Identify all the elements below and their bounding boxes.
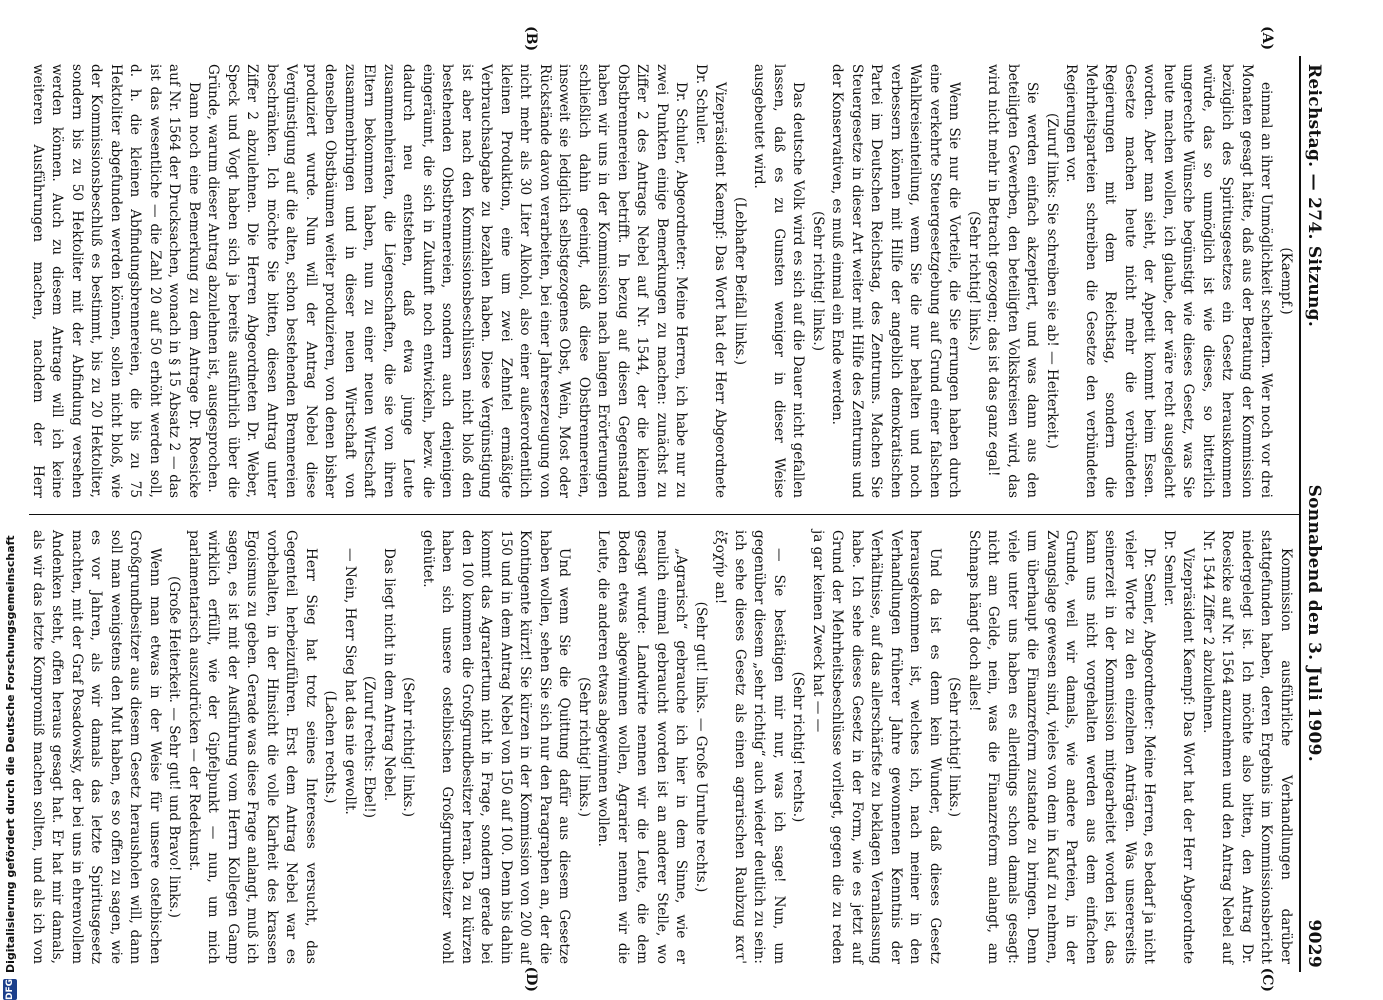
digitization-notice-text: Digitalisierung gefördert durch die Deutsche Forschungsgemeinschaft — [3, 535, 17, 973]
paragraph: — Nein, Herr Sieg hat das nie gewollt. — [342, 548, 358, 815]
text-columns — [29, 26, 1299, 992]
remark-line: (Lachen rechts.) — [322, 690, 339, 804]
paragraph: Vizepräsident Kaempf: Das Wort hat der Herr Abgeordnete Dr. Schuler. — [693, 64, 729, 498]
header-page-number: 9029 — [1304, 919, 1324, 968]
paragraph: — Sie bestätigen mir nur, was ich sage! Nun, um gegenüber diesem „sehr richtig“ auch wieder deutlich zu sein: ich sehe dieses Gesetz als einen agrarischen Raubzug κατ' ἐξοχήν an! — [712, 530, 787, 964]
remark-line: (Sehr richtig! links.) — [966, 210, 982, 352]
remark-line: (Kaempf.) — [1278, 247, 1294, 315]
paragraph: „Agrarisch“ gebrauche ich hier in dem Sinne, wie er neulich einmal gebraucht worden ist an anderer Stelle, wo gesagt wurde: Landwirte nennen wir die Leute, die dem Boden etwas abgewinnen wollen, Agrarier nennen wir die Leute, die anderen etwas abgewinnen wollen. — [595, 530, 690, 964]
paragraph: Dr. Semler, Abgeordneter: Meine Herren, es bedarf ja nicht vieler Worte zu den einzelnen Anträgen. Was unsererseits seinerzeit in der Kommission mitgearbeitet worden ist, das kann uns nicht vorgehalten werden aus dem einfachen Grunde, weil wir damals, wie andere Parteien, in der Zwangslage gewesen sind, vieles von dem in Kauf zu nehmen, um überhaupt die Finanzreform zustande zu bringen. Denn viele unter uns haben es allerdings schon damals gesagt: nicht am Gelde, nein, was die Finanzreform anlangt, am Schnaps hängt doch alles! — [966, 530, 1158, 964]
paragraph: Das liegt nicht in dem Antrag Nebel. — [381, 548, 397, 802]
remark-line: (Sehr richtig! links.) — [400, 676, 417, 818]
remark-line: (Sehr richtig! links.) — [576, 676, 592, 818]
remark-line: (Große Heiterkeit. — Sehr gut! und Bravo! links.) — [166, 576, 183, 918]
paragraph: Sie werden einfach akzeptiert, und was dann aus den beteiligten Gewerben, den beteiligten Volkskreisen wird, das wird nicht mehr in Betracht gezogen; das ist das ganz egal! — [985, 64, 1041, 498]
remark-line: (Sehr gut! links. — Große Unruhe rechts.) — [693, 601, 709, 893]
header-left: Reichstag. — 274. Sitzung. — [1304, 64, 1324, 328]
remark-line: (Lebhafter Beifall links.) — [732, 196, 748, 366]
remark-line: (Sehr richtig! rechts.) — [790, 671, 807, 823]
margin-marker-a: (A) — [1259, 26, 1275, 51]
left-column — [29, 56, 1299, 514]
margin-marker-c: (C) — [1259, 967, 1275, 992]
paragraph: einmal an ihrer Unmöglichkeit scheitern. Wer noch vor drei Monaten gesagt hätte, daß aus der Beratung der Kommission bezüglich des Spiritusgesetzes ein Gesetz herauskommen würde, das so unmöglich ist wie dieses, so bitterlich ungerechte Wünsche begünstigt wie dieses Gesetz, was Sie heute machen wollen, ich glaube, der wäre recht ausgelacht worden. Aber man sieht, der Appetit kommt beim Essen. Gesetze machen heute nicht mehr die verbündeten Regierungen mit dem Reichstag, sondern die Mehrheitsparteien schreiben die Gesetze den verbündeten Regierungen vor. — [1063, 64, 1275, 498]
remark-line: (Sehr richtig! links.) — [946, 676, 963, 818]
paragraph: Herr Sieg hat trotz seines Interesses versucht, das Gegenteil herbeizuführen. Erst dem Antrag Nebel war es vorbehalten, in der Hinsicht die volle Klarheit des krassen Egoismus zu geben. Gerade was diese Frage anlangt, muß ich sagen, es ist mit der Ausführung vom Herrn Kollegen Gamp wirklich erfüllt, wie der Gipfelpunkt — nun, um mich parlamentarisch auszudrücken — der Redekunst. — [186, 530, 319, 964]
paragraph: Dann noch eine Bemerkung zu dem Antrage Dr. Roesicke auf Nr. 1564 der Drucksachen, wonach in § 15 Absatz 2 — das ist das wesentliche — die Zahl 20 auf 50 erhöht werden soll, d. h. die kleinen Abfindungsbrennereien, die bis zu 75 Hektoliter abgefunden werden können, sollen nicht bloß, wie der Kommissionsbeschluß es bestimmt, bis zu 20 Hektoliter, sondern bis zu 50 Hektoliter mit der Abfindung versehen werden können. Auch zu diesem Antrage will ich keine weiteren Ausführungen machen, nachdem der Herr — [30, 64, 202, 498]
margin-marker-d: (D) — [523, 966, 539, 992]
newspaper-page — [20, 0, 1330, 990]
right-column — [29, 514, 1299, 972]
paragraph: Und wenn Sie die Quittung dafür aus diesem Gesetze haben wollen, sehen Sie sich nur den Paragraphen an, der die Kontingente kürzt! Sie kürzen in der Kommission von 200 auf 150 und in dem Antrag Nebel von 150 auf 100. Denn bis dahin kommt das Agrariertum nicht in Frage, sondern gerade bei den 100 kommen die Großgrundbesitzer heran. Da zu kürzen haben sich unsere ostelbischen Großgrundbesitzer wohl gehütet. — [420, 530, 573, 964]
dfg-logo: DFG — [5, 978, 15, 1000]
page-header — [1299, 56, 1324, 972]
paragraph: Dr. Schuler, Abgeordneter: Meine Herren, ich habe nur zu zwei Punkten einige Bemerkungen zu machen: zunächst zu Ziffer 2 des Antrags Nebel auf Nr. 1544, der die kleinen Obstbrennereien betrifft. In bezug auf diesen Gegenstand haben wir uns in der Kommission nach langen Erörterungen schließlich dahin geeinigt, daß diese Obstbrennereien, insoweit sie lediglich selbstgezogenes Obst, Wein, Most oder Rückstände davon verarbeiten, bei einer Jahreserzeugung von nicht mehr als 30 Liter Alkohol, also einer außerordentlich kleinen Produktion, eine um zwei Zehntel ermäßigte Verbrauchsabgabe zu bezahlen haben. Diese Vergünstigung ist aber nach den Kommissionsbeschlüssen nicht bloß den bestehenden Obstbrennereien, sondern auch denjenigen eingeräumt, die sich in Zukunft noch entwickeln, bezw. die dadurch neu entstehen, daß etwa junge Leute zusammenheiraten, die Liegenschaften, die sie von ihren Eltern bekommen haben, nun zu einer neuen Wirtschaft zusammenbringen und in dieser neuen Wirtschaft von denselben Obstbäumen weiter produzieren, von denen bisher produziert wurde. Nun will der Antrag Nebel diese Vergünstigung auf die alten, schon bestehenden Brennereien beschränken. Ich möchte Sie bitten, diesen Antrag unter Ziffer 2 abzulehnen. Die Herren Abgeordneten Dr. Weber, Speck und Vogt haben sich ja bereits ausführlich über die Gründe, warum dieser Antrag abzulehnen ist, ausgesprochen. — [205, 64, 690, 498]
paragraph: Vizepräsident Kaempf: Das Wort hat der Herr Abgeordnete Dr. Semler. — [1161, 530, 1197, 964]
digitization-notice — [0, 535, 20, 1000]
paragraph: Wenn Sie nur die Vorteile, die Sie errungen haben durch eine verkehrte Steuergesetzgebung auf Grund einer falschen Wahlkreiseinteilung, wenn Sie die nur behalten und noch verbessern können mit Hilfe der angeblich demokratischen Partei im Deutschen Reichstag, des Zentrums. Machen Sie Steuergesetze in dieser Art weiter mit Hilfe des Zentrums und der Konservativen, es muß einmal ein Ende werden. — [829, 64, 963, 498]
paragraph: Kommission ausführliche Verhandlungen darüber stattgefunden haben, deren Ergebnis im Kommissionsbericht niedergelegt ist. Ich möchte also bitten, den Antrag Dr. Roesicke auf Nr. 1564 anzunehmen und den Antrag Nebel auf Nr. 1544 Ziffer 2 abzulehnen. — [1200, 530, 1294, 964]
remark-line: (Zuruf rechts: Ebel!) — [361, 675, 378, 819]
remark-line: (Zuruf links: Sie schreiben sie ab! — Heiterkeit.) — [1044, 113, 1060, 449]
paragraph: Wenn man etwas in der Weise für unsere ostelbischen Großgrundbesitzer aus diesem Gesetz herausholen will, dann soll man wenigstens den Mut haben, es so offen zu sagen, wie es vor Jahren, als wir damals das letzte Spiritusgesetz machten, mit der Graf Posadowsky, der bei uns in ehrenvollem Andenken steht, offen heraus gesagt hat. Er hat mir damals, als wir das letzte Kompromiß machen sollten, und als ich von — [30, 530, 163, 964]
remark-line: (Sehr richtig! links.) — [810, 210, 826, 352]
margin-marker-b: (B) — [523, 26, 539, 52]
column-divider — [29, 514, 1299, 515]
header-center: Sonnabend den 3. Juli 1909. — [1304, 484, 1324, 762]
paragraph: Das deutsche Volk wird es sich auf die Dauer nicht gefallen lassen, daß es zu Gunsten weniger in dieser Weise ausgebeutet wird. — [751, 64, 807, 498]
paragraph: Und da ist es denn kein Wunder, daß dieses Gesetz herausgekommen ist, welches ich, nach meiner in den Verhandlungen früherer Jahre gewonnenen Kenntnis der Verhältnisse, auf das allerschärfste zu beklagen Veranlassung habe. Ich sehe dieses Gesetz in der Form, wie es jetzt auf Grund der Mehrheitsbeschlüsse vorliegt, gegen die zu reden ja gar keinen Zweck hat — — — [810, 530, 943, 964]
